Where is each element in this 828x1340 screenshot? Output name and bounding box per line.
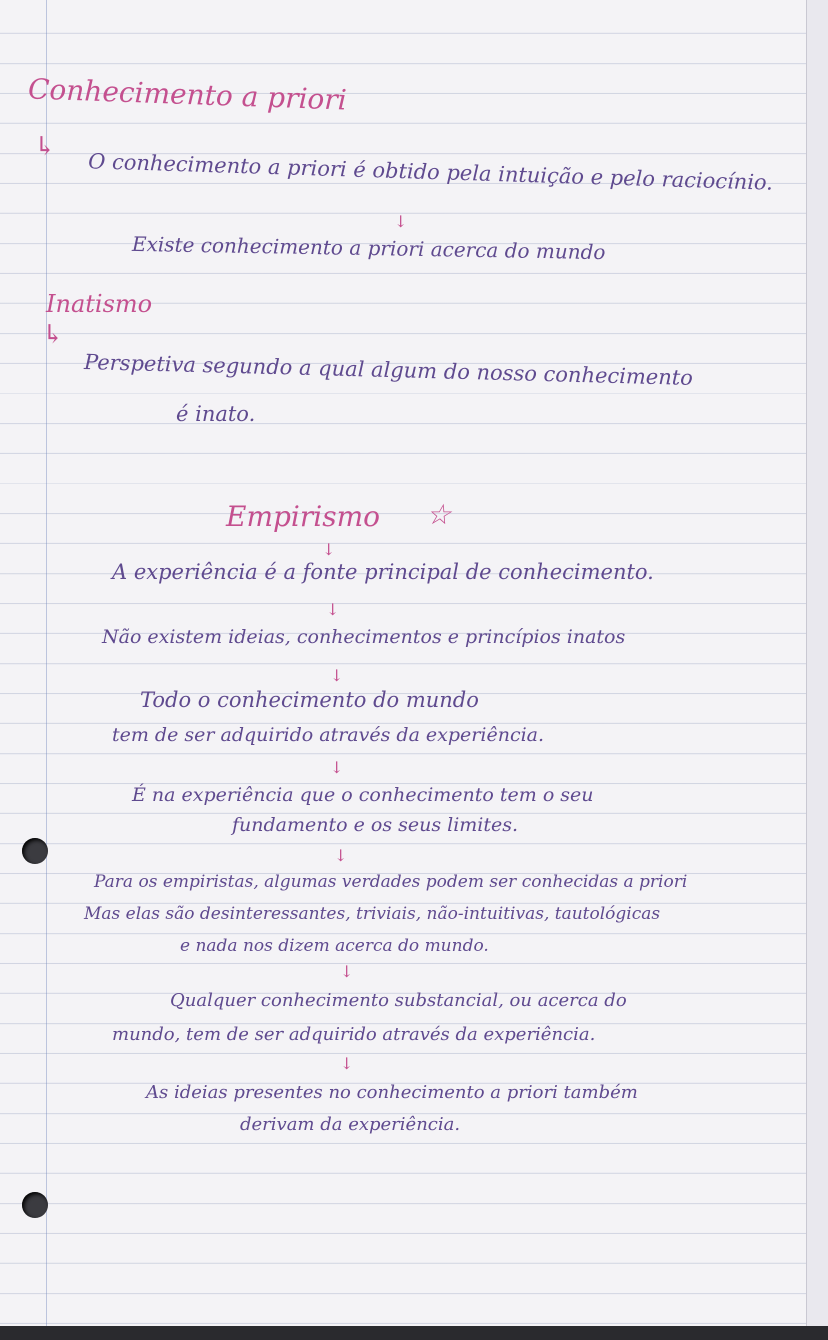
text-line: fundamento e os seus limites. [232,814,519,836]
margin-line [46,0,47,1340]
heading-conhecimento-a-priori: Conhecimento a priori [27,72,348,117]
text-line: É na experiência que o conhecimento tem o seu [132,784,594,806]
text-line: Mas elas são desinteressantes, triviais, não-intuitivas, tautológicas [84,904,661,924]
heading-inatismo: Inatismo [46,290,153,318]
bullet-arrow-icon: ↳ [34,132,56,162]
binder-hole [22,1192,48,1218]
star-icon: ☆ [426,498,452,531]
down-arrow-icon: ↓ [340,1054,354,1073]
text-line: As ideias presentes no conhecimento a priori também [146,1082,638,1103]
text-line: O conhecimento a priori é obtido pela intuição e pelo raciocínio. [87,149,774,195]
text-line: A experiência é a fonte principal de conhecimento. [112,560,654,584]
text-line: Todo o conhecimento do mundo [140,688,479,712]
page-edge [806,0,828,1340]
text-line: Perspetiva segundo a qual algum do nosso conhecimento [83,350,694,390]
text-line: mundo, tem de ser adquirido através da experiência. [112,1024,596,1045]
down-arrow-icon: ↓ [330,666,344,685]
binder-hole [22,838,48,864]
heading-empirismo: Empirismo [226,500,380,533]
text-line: Não existem ideias, conhecimentos e princípios inatos [102,626,626,648]
text-line: Para os empiristas, algumas verdades podem ser conhecidas a priori [94,872,688,892]
down-arrow-icon: ↓ [394,212,408,231]
down-arrow-icon: ↓ [326,600,340,619]
down-arrow-icon: ↓ [322,540,336,559]
text-line: Existe conhecimento a priori acerca do mundo [131,231,606,265]
text-line: e nada nos dizem acerca do mundo. [180,936,489,956]
down-arrow-icon: ↓ [334,846,348,865]
down-arrow-icon: ↓ [340,962,354,981]
desk-shadow [0,1326,828,1340]
down-arrow-icon: ↓ [330,758,344,777]
text-line: Qualquer conhecimento substancial, ou acerca do [170,990,627,1011]
bullet-arrow-icon: ↳ [42,320,64,350]
text-line: derivam da experiência. [240,1114,461,1135]
text-line: é inato. [176,402,256,426]
text-line: tem de ser adquirido através da experiência. [112,724,545,746]
